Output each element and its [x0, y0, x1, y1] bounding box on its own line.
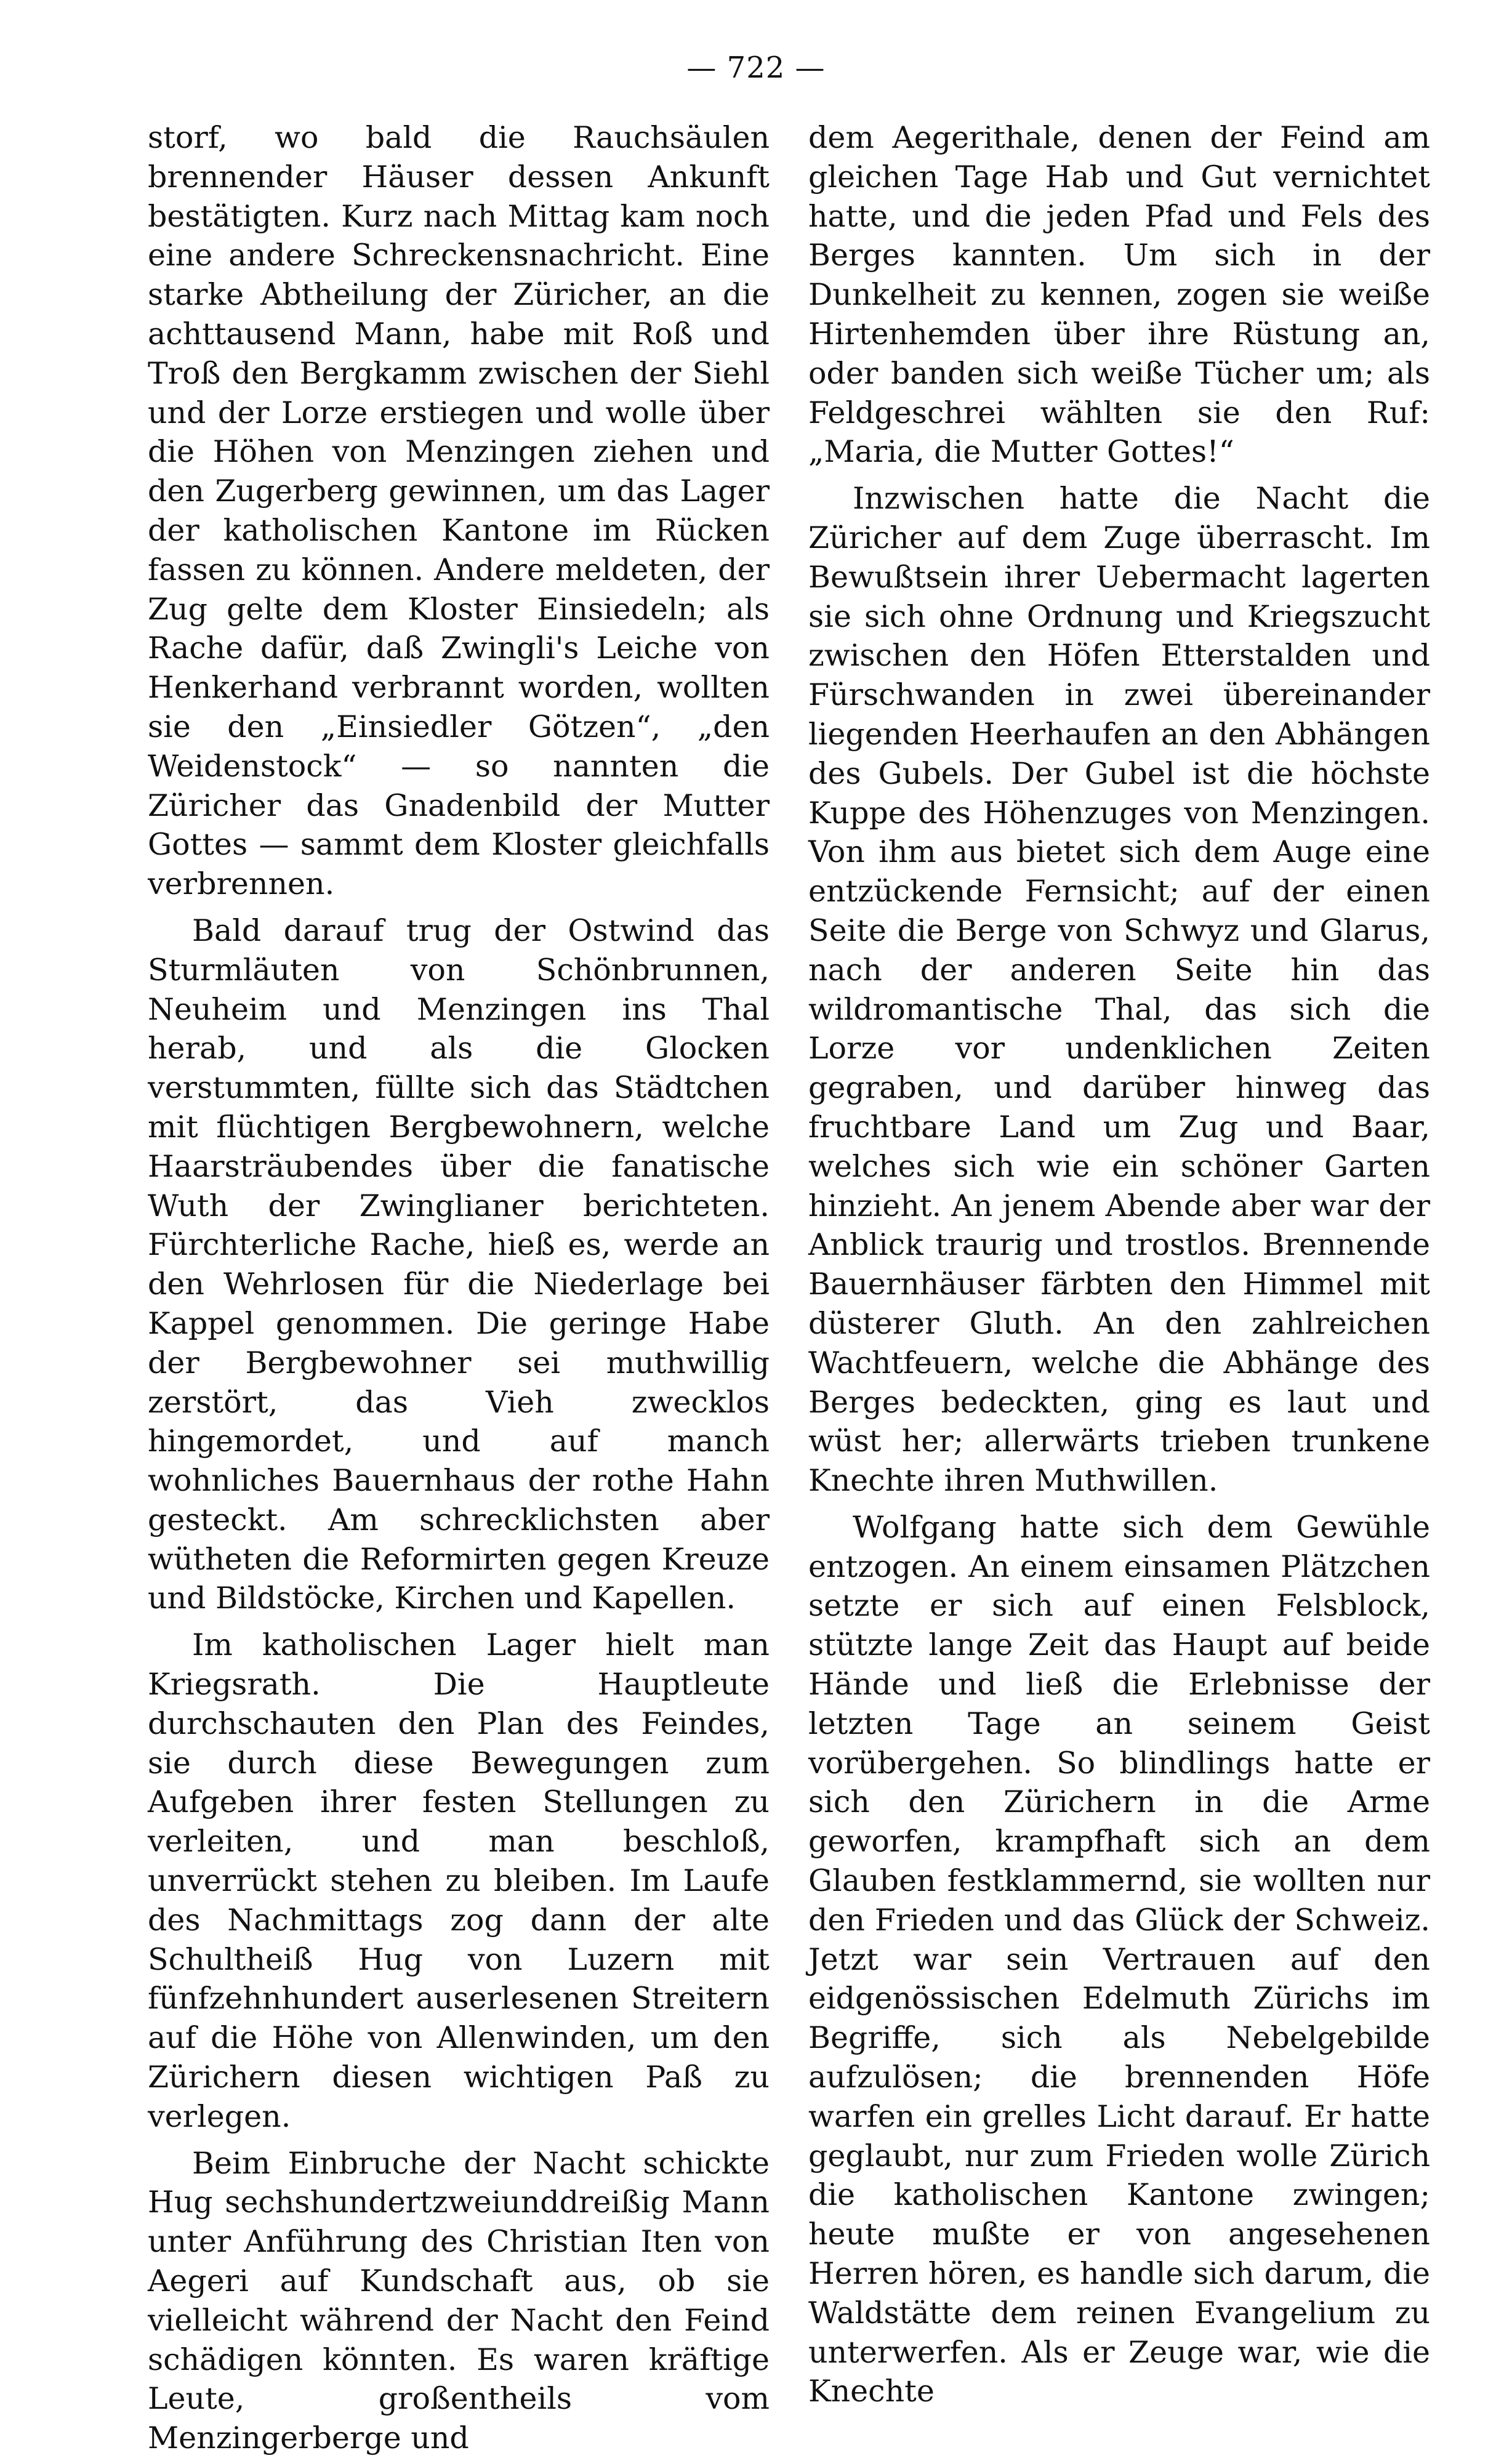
- paragraph: storf, wo bald die Rauchsäulen brennender Häuser dessen Ankunft bestätigten. Kurz nach Mittag kam noch eine andere Schreckensnachricht. Eine starke Abtheilung der Züricher, an die achttausend Mann, habe mit Roß und Troß den Bergkamm zwischen der Siehl und der Lorze erstiegen und wolle über die Höhen von Menzingen ziehen und den Zugerberg gewinnen, um das Lager der katholischen Kantone im Rücken fassen zu können. Andere meldeten, der Zug gelte dem Kloster Einsiedeln; als Rache dafür, daß Zwingli's Leiche von Henkerhand verbrannt worden, wollten sie den „Einsiedler Götzen“, „den Weidenstock“ — so nannten die Züricher das Gnadenbild der Mutter Gottes — sammt dem Kloster gleichfalls verbrennen.: [148, 120, 770, 902]
- paragraph: Beim Einbruche der Nacht schickte Hug sechshundertzweiunddreißig Mann unter Anführung des Christian Iten von Aegeri auf Kundschaft aus, ob sie vielleicht während der Nacht den Feind schädigen könnten. Es waren kräftige Leute, großentheils vom Menzingerberge und: [148, 2145, 770, 2456]
- page-number: — 722 —: [686, 50, 826, 85]
- left-text-column: [148, 118, 770, 2458]
- paragraph: Im katholischen Lager hielt man Kriegsrath. Die Hauptleute durchschauten den Plan des Feindes, sie durch diese Bewegungen zum Aufgeben ihrer festen Stellungen zu verleiten, und man beschloß, unverrückt stehen zu bleiben. Im Laufe des Nachmittags zog dann der alte Schultheiß Hug von Luzern mit fünfzehnhundert auserlesenen Streitern auf die Höhe von Allenwinden, um den Zürichern diesen wichtigen Paß zu verlegen.: [148, 1627, 770, 2134]
- paragraph: Wolfgang hatte sich dem Gewühle entzogen. An einem einsamen Plätzchen setzte er sich auf einen Felsblock, stützte lange Zeit das Haupt auf beide Hände und ließ die Erlebnisse der letzten Tage an seinem Geist vorübergehen. So blindlings hatte er sich den Zürichern in die Arme geworfen, krampfhaft sich an dem Glauben festklammernd, sie wollten nur den Frieden und das Glück der Schweiz. Jetzt war sein Vertrauen auf den eidgenössischen Edelmuth Zürichs im Begriffe, sich als Nebelgebilde aufzulösen; die brennenden Höfe warfen ein grelles Licht darauf. Er hatte geglaubt, nur zum Frieden wolle Zürich die katholischen Kantone zwingen; heute mußte er von angesehenen Herren hören, es handle sich darum, die Waldstätte dem reinen Evangelium zu unterwerfen. Als er Zeuge war, wie die Knechte: [808, 1509, 1430, 2409]
- paragraph: Inzwischen hatte die Nacht die Züricher auf dem Zuge überrascht. Im Bewußtsein ihrer Uebermacht lagerten sie sich ohne Ordnung und Kriegszucht zwischen den Höfen Etterstalden und Fürschwanden in zwei übereinander liegenden Heerhaufen an den Abhängen des Gubels. Der Gubel ist die höchste Kuppe des Höhenzuges von Menzingen. Von ihm aus bietet sich dem Auge eine entzückende Fernsicht; auf der einen Seite die Berge von Schwyz und Glarus, nach der anderen Seite hin das wildromantische Thal, das sich die Lorze vor undenklichen Zeiten gegraben, und darüber hinweg das fruchtbare Land um Zug und Baar, welches sich wie ein schöner Garten hinzieht. An jenem Abende aber war der Anblick traurig und trostlos. Brennende Bauernhäuser färbten den Himmel mit düsterer Gluth. An den zahlreichen Wachtfeuern, welche die Abhänge des Berges bedeckten, ging es laut und wüst her; allerwärts trieben trunkene Knechte ihren Muthwillen.: [808, 481, 1430, 1499]
- right-text-column: [808, 118, 1430, 2411]
- paragraph: dem Aegerithale, denen der Feind am gleichen Tage Hab und Gut vernichtet hatte, und die jeden Pfad und Fels des Berges kannten. Um sich in der Dunkelheit zu kennen, zogen sie weiße Hirtenhemden über ihre Rüstung an, oder banden sich weiße Tücher um; als Feldgeschrei wählten sie den Ruf: „Maria, die Mutter Gottes!“: [808, 120, 1430, 470]
- paragraph: Bald darauf trug der Ostwind das Sturmläuten von Schönbrunnen, Neuheim und Menzingen ins Thal herab, und als die Glocken verstummten, füllte sich das Städtchen mit flüchtigen Bergbewohnern, welche Haarsträubendes über die fanatische Wuth der Zwinglianer berichteten. Fürchterliche Rache, hieß es, werde an den Wehrlosen für die Niederlage bei Kappel genommen. Die geringe Habe der Bergbewohner sei muthwillig zerstört, das Vieh zwecklos hingemordet, und auf manch wohnliches Bauernhaus der rothe Hahn gesteckt. Am schrecklichsten aber wütheten die Reformirten gegen Kreuze und Bildstöcke, Kirchen und Kapellen.: [148, 913, 770, 1616]
